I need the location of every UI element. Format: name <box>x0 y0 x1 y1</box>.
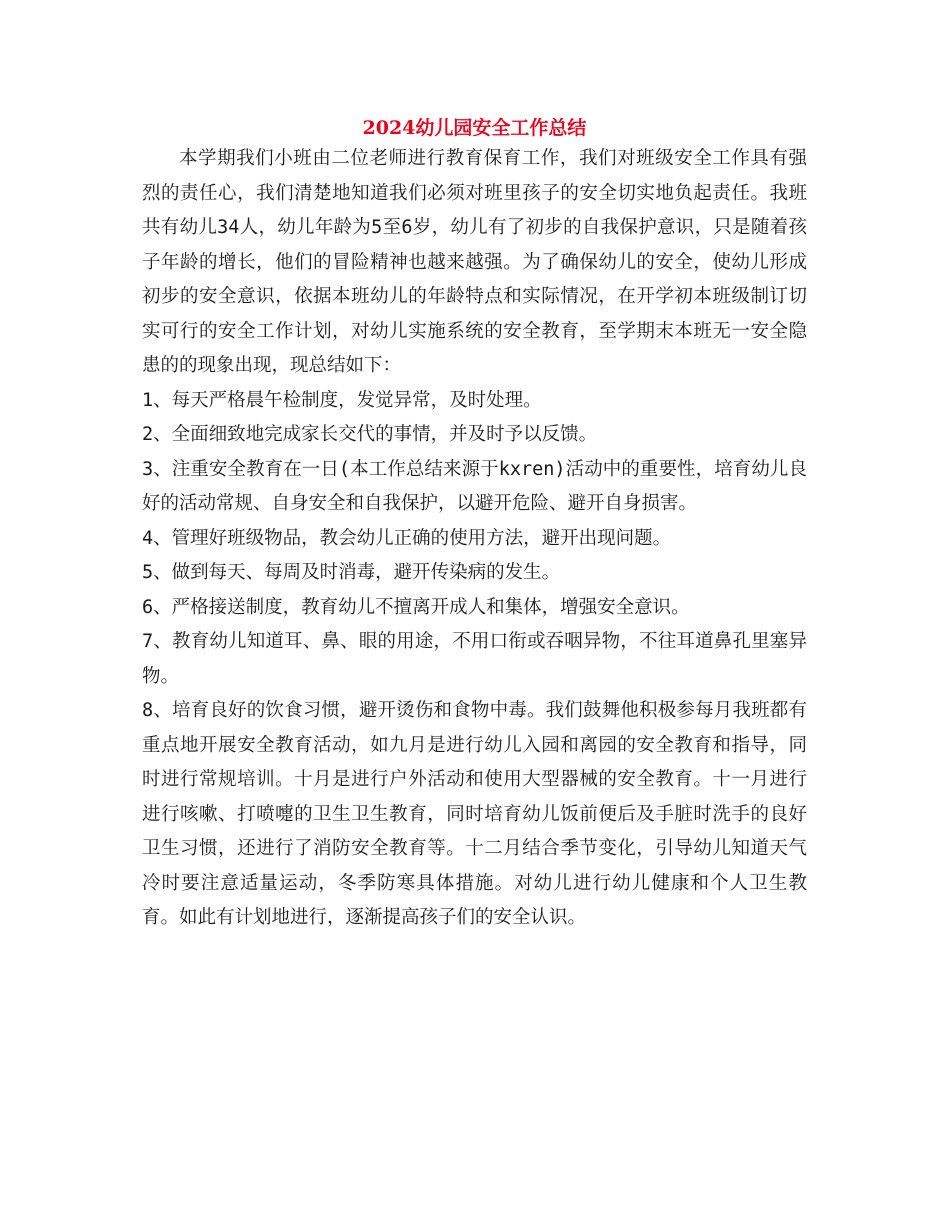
list-item-7: 7、教育幼儿知道耳、鼻、眼的用途，不用口衔或吞咽异物，不往耳道鼻孔里塞异物。 <box>142 631 807 687</box>
list-item-3: 3、注重安全教育在一日(本工作总结来源于kxren)活动中的重要性，培育幼儿良好的活动常规、自身安全和自我保护，以避开危险、避开自身损害。 <box>142 458 807 514</box>
list-item-5: 5、做到每天、每周及时消毒，避开传染病的发生。 <box>142 562 561 583</box>
document-title: 2024幼儿园安全工作总结 <box>362 117 587 139</box>
document-body <box>142 114 807 936</box>
list-item-4: 4、管理好班级物品，教会幼儿正确的使用方法，避开出现问题。 <box>142 527 672 549</box>
list-item-2: 2、全面细致地完成家长交代的事情，并及时予以反馈。 <box>142 424 598 445</box>
list-item-8: 8、培育良好的饮食习惯，避开烫伤和食物中毒。我们鼓舞他积极参每月我班都有重点地开展安全教育活动，如九月是进行幼儿入园和离园的安全教育和指导，同时进行常规培训。十月是进行户外活动和使用大型器械的安全教育。十一月进行进行咳嗽、打喷嚏的卫生卫生教育，同时培育幼儿饭前便后及手脏时洗手的良好卫生习惯，还进行了消防安全教育等。十二月结合季节变化，引导幼儿知道天气冷时要注意适量运动，冬季防寒具体措施。对幼儿进行幼儿健康和个人卫生教育。如此有计划地进行，逐渐提高孩子们的安全认识。 <box>142 700 807 928</box>
intro-paragraph: 本学期我们小班由二位老师进行教育保育工作，我们对班级安全工作具有强烈的责任心，我们清楚地知道我们必须对班里孩子的安全切实地负起责任。我班共有幼儿34人，幼儿年龄为5至6岁，幼儿有了初步的自我保护意识，只是随着孩子年龄的增长，他们的冒险精神也越来越强。为了确保幼儿的安全，使幼儿形成初步的安全意识，依据本班幼儿的年龄特点和实际情况，在开学初本班级制订切实可行的安全工作计划，对幼儿实施系统的安全教育，至学期末本班无一安全隐患的的现象出现，现总结如下： <box>142 148 807 376</box>
list-item-6: 6、严格接送制度，教育幼儿不擅离开成人和集体，增强安全意识。 <box>142 596 690 618</box>
list-item-1: 1、每天严格晨午检制度，发觉异常，及时处理。 <box>142 389 542 411</box>
